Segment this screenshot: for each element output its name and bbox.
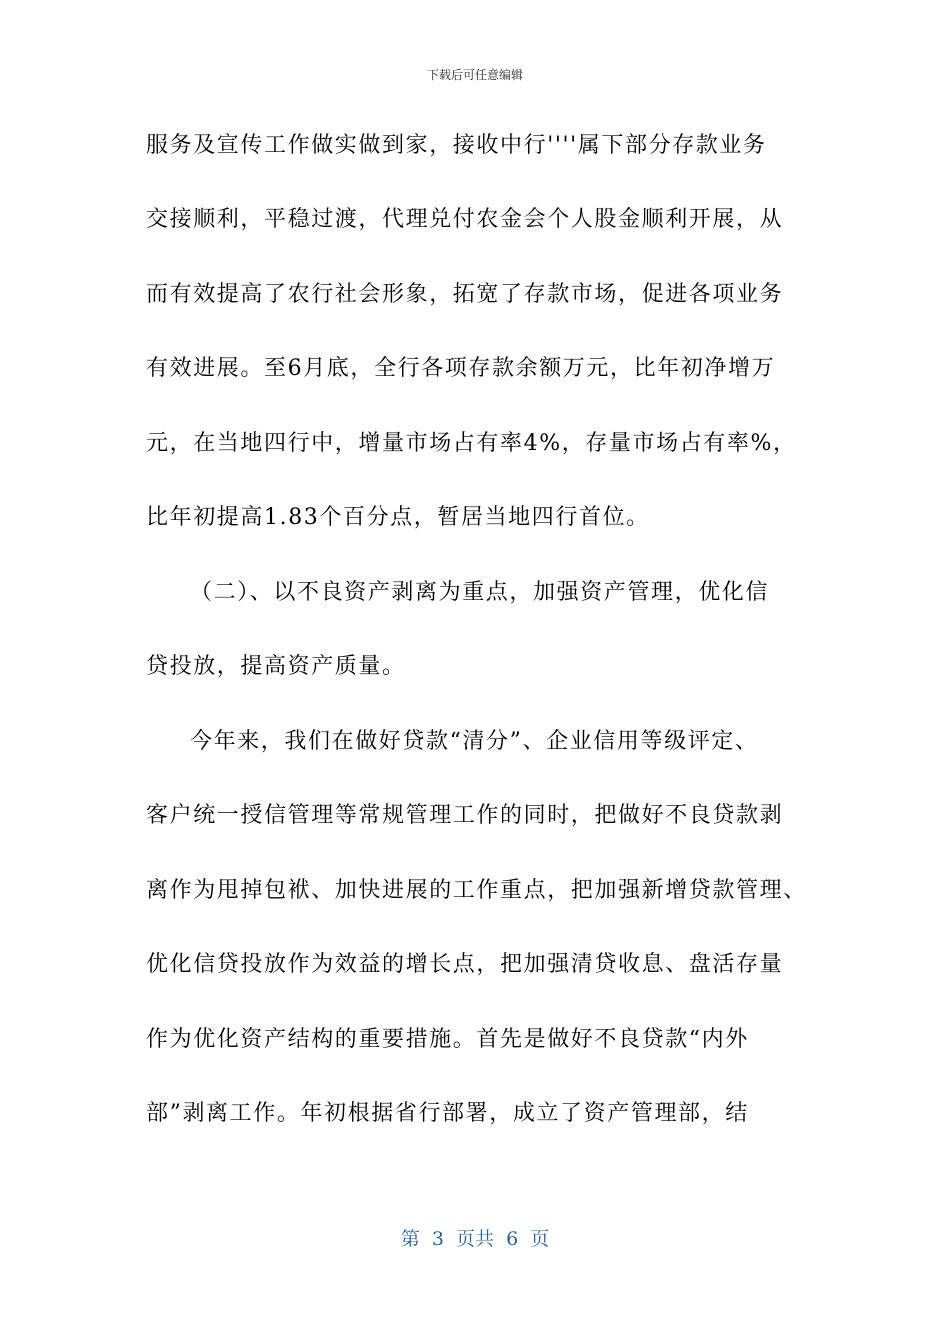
body-line-14: 部”剥离工作。年初根据省行部署，成立了资产管理部，结 [146, 1101, 749, 1126]
body-line-6: 比年初提高1.83个百分点，暂居当地四行首位。 [146, 505, 650, 530]
body-line-11: 离作为甩掉包袱、加快进展的工作重点，把加强新增贷款管理、 [146, 878, 807, 903]
body-line-10: 客户统一授信管理等常规管理工作的同时，把做好不良贷款剥 [146, 803, 784, 828]
page-footer: 第 3 页共 6 页 [400, 1228, 550, 1250]
body-line-13: 作为优化资产结构的重要措施。首先是做好不良贷款“内外 [146, 1027, 749, 1052]
body-line-5: 元，在当地四行中，增量市场占有率4%，存量市场占有率%， [146, 431, 797, 456]
body-line-2: 交接顺利，平稳过渡，代理兑付农金会个人股金顺利开展，从 [146, 207, 784, 232]
body-line-1: 服务及宣传工作做实做到家，接收中行''''属下部分存款业务 [146, 133, 767, 158]
body-line-12: 优化信贷投放作为效益的增长点，把加强清贷收息、盘活存量 [146, 952, 784, 977]
body-line-8: 贷投放，提高资产质量。 [146, 654, 406, 679]
body-line-3: 而有效提高了农行社会形象，拓宽了存款市场，促进各项业务 [146, 282, 784, 307]
body-line-4: 有效进展。至6月底，全行各项存款余额万元，比年初净增万 [146, 356, 776, 381]
page-header: 下载后可任意编辑 [426, 68, 523, 82]
body-line-9: 今年来，我们在做好贷款“清分”、企业信用等级评定、 [190, 729, 759, 754]
body-line-7: （二）、以不良资产剥离为重点，加强资产管理，优化信 [190, 580, 770, 605]
